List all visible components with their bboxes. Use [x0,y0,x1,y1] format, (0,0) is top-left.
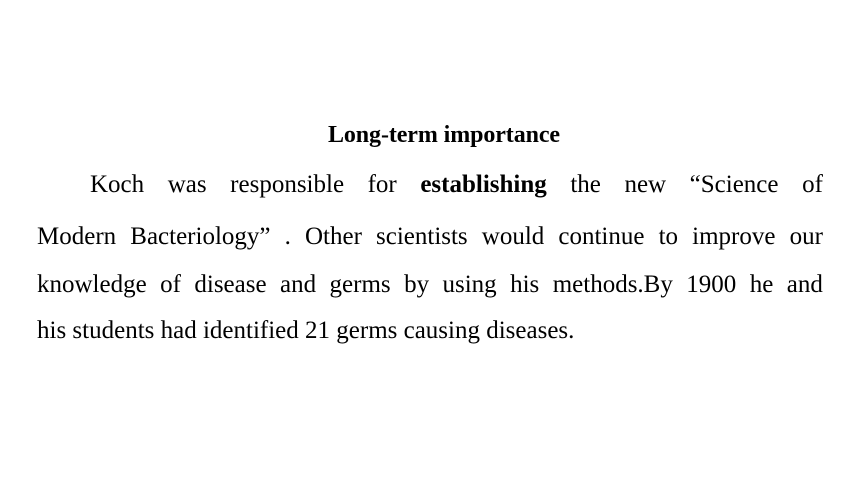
paragraph-word: was [167,171,207,198]
paragraph-word: and [280,271,317,298]
paragraph-word: for [367,171,397,198]
paragraph-line-2 [37,222,823,252]
paragraph-line-4: his students had identified 21 germs causing diseases. [37,317,575,344]
paragraph-word: 1900 [686,271,737,298]
paragraph-word: knowledge [37,271,147,298]
paragraph-word: the [570,171,601,198]
paragraph-word: new [624,171,667,198]
paragraph-word: Bacteriology” [130,223,271,250]
paragraph-word: . [284,223,291,250]
paragraph-word: disease [194,271,267,298]
paragraph-word: Other [304,223,362,250]
paragraph-word: our [789,223,823,250]
paragraph-line-3 [37,270,823,300]
paragraph-word: and [786,271,823,298]
paragraph-word: he [749,271,774,298]
paragraph-word: “Science [689,171,779,198]
paragraph-word: by [404,271,430,298]
paragraph-word: would [481,223,545,250]
paragraph-word: Koch [90,171,145,198]
paragraph-word: scientists [376,223,468,250]
paragraph-word: methods.By [552,271,673,298]
paragraph-word: his [510,271,540,298]
paragraph-word: germs [329,271,391,298]
paragraph-word: responsible [230,171,345,198]
paragraph-word: improve [692,223,776,250]
paragraph-word: to [658,223,679,250]
section-heading: Long-term importance [328,122,560,148]
paragraph-word: of [160,271,181,298]
paragraph-word: of [802,171,823,198]
paragraph-line-1 [90,170,823,200]
paragraph-word: continue [558,223,645,250]
paragraph-word: using [442,271,497,298]
paragraph-word: Modern [37,223,117,250]
paragraph-word: establishing [420,171,547,198]
